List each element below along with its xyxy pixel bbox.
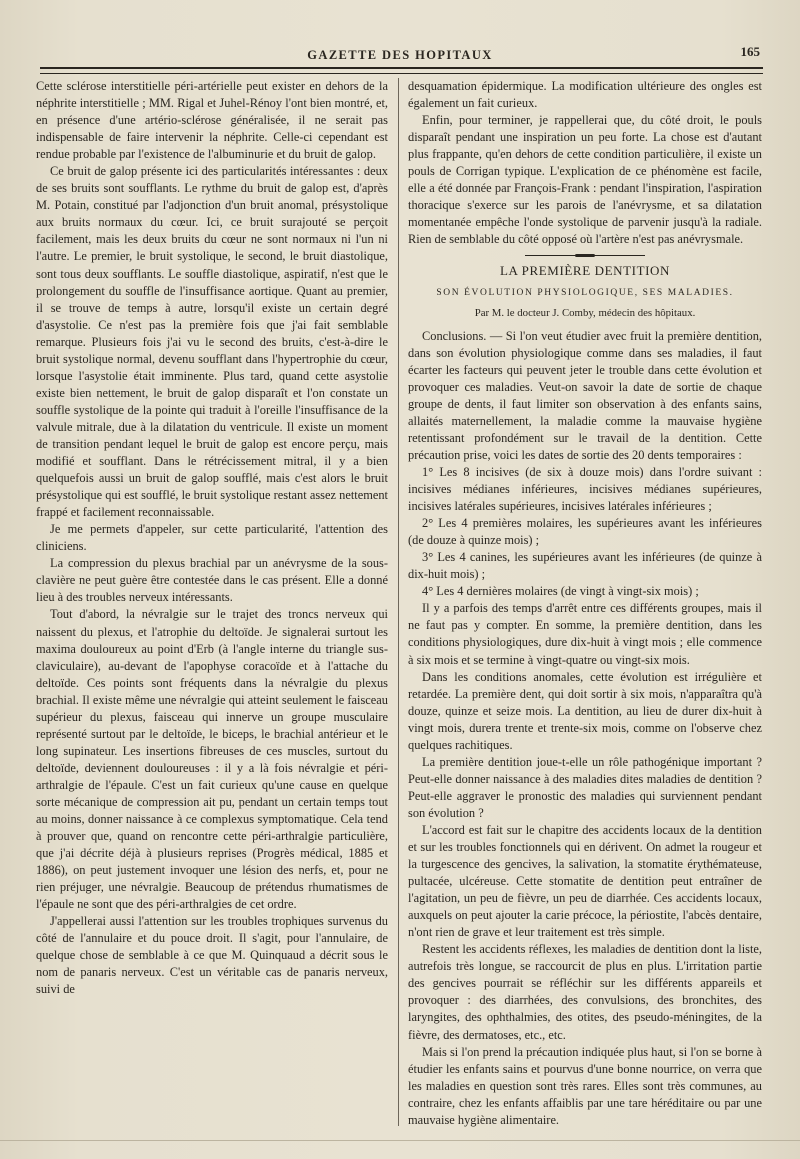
paragraph: Enfin, pour terminer, je rappellerai que, du côté droit, le pouls disparaît pendant une inspiration un peu forte. La chose est d'autant plus frappante, qu'en dehors de cette condition particulière, il existe un pouls de Corrigan typique. L'explication de ce phénomène est facile, elle a été donnée par François-Frank : pendant l'inspiration, l'aspiration thoracique s'exerce sur les parois de l'anévrysme, et sa dilatation momentanée empêche l'onde systolique de parvenir jusqu'à la radiale. Rien de semblable du côté opposé où l'artère n'est pas anévrysmale.	[408, 113, 762, 247]
column-divider	[398, 78, 399, 1126]
page-number: 165	[740, 44, 760, 59]
paragraph: L'accord est fait sur le chapitre des accidents locaux de la dentition et sur les troubles fonctionnels qui en dérivent. On admet la rougeur et la turgescence des gencives, la salivation, la stomatite érythémateuse, pultacée, ulcéreuse. Cette stomatite de dentition peut entraîner de l'agitation, un peu de fièvre, un peu de diarrhée. Ces accidents locaux, auxquels on peut ajouter la carie précoce, la périostite, l'abcès dentaire, n'ont rien de grave et leur traitement est très simple.	[408, 822, 762, 940]
paragraph: Mais si l'on prend la précaution indiquée plus haut, si l'on se borne à étudier les enfants sains et pourvus d'une bonne nourrice, on verra que les maladies en question sont très rares. Elles sont très communes, au contraire, chez les enfants affaiblis par une tare héréditaire ou par une mauvaise hygiène alimentaire.	[408, 1044, 762, 1127]
list-item: 4° Les 4 dernières molaires (de vingt à vingt-six mois) ;	[422, 584, 699, 599]
header-rule	[40, 67, 763, 74]
list-item: 2° Les 4 premières molaires, les supérieures avant les inférieures (de douze à quinze mois) ;	[408, 516, 762, 548]
article-title: LA PREMIÈRE DENTITION	[499, 263, 671, 279]
paragraph: Dans les conditions anomales, cette évolution est irrégulière et retardée. La première dent, qui doit sortir à six mois, n'apparaîtra qu'à douze, quinze et seize mois. La dentition, au lieu de durer dix-huit à vingt mois, durera trente et trente-six mois, comme on l'observe chez quelques rachitiques.	[408, 669, 762, 752]
section-separator	[525, 255, 645, 256]
article-subtitle: SON ÉVOLUTION PHYSIOLOGIQUE, SES MALADIES.	[436, 287, 734, 298]
paragraph: La compression du plexus brachial par un anévrysme de la sous-clavière ne peut guère être contestée dans le cas présent. Elle a donné lieu à des troubles nerveux intéressants.	[36, 556, 388, 605]
paragraph: La première dentition joue-t-elle un rôle pathogénique important ? Peut-elle donner naissance à des maladies dites maladies de dentition ? Peut-elle aggraver le pronostic des maladies qui surviennent pendant son évolution ?	[408, 754, 762, 820]
paragraph: Conclusions. — Si l'on veut étudier avec fruit la première dentition, dans son évolution physiologique comme dans ses maladies, il faut écarter les facteurs qui peuvent jeter le trouble dans cette évolution et provoquer ces maladies. Veut-on savoir la date de sortie de chaque groupe de dents, il faut limiter son observation à des enfants sains, allaités maternellement, la maladie comme la mauvaise hygiène retentissant profondément sur le travail de la dentition. Cette précaution prise, voici les dates de sortie des 20 dents temporaires :	[408, 328, 762, 462]
paragraph: Restent les accidents réflexes, les maladies de dentition dont la liste, autrefois très longue, se raccourcit de plus en plus. L'irritation partie des gencives pourrait se réfléchir sur les différents appareils et provoquer : des diarrhées, des convulsions, des bronchites, des laryngites, des ophthalmies, des otites, des pseudo-méningites, de la fièvre, des dermatoses, etc., etc.	[408, 942, 762, 1042]
paragraph: Tout d'abord, la névralgie sur le trajet des troncs nerveux qui naissent du plexus, et l'atrophie du deltoïde. Je signalerai surtout les maxima douloureux au point d'Erb (à l'angle interne du triangle sus-claviculaire), au-devant de l'apophyse coracoïde et à l'attache du deltoïde. Ces points sont fréquents dans la névralgie du plexus brachial. Il existe même une névralgie qui atteint seulement le faisceau supérieur du plexus, faisceau qui innerve un groupe musculaire représenté surtout par le deltoïde, le biceps, le brachial antérieur et le long supinateur. Les insertions fibreuses de ces muscles, surtout du deltoïde, deviennent douloureuses : il y a là fois névralgie et péri-arthralgie de l'épaule. C'est un fait curieux qu'une cause en quelque sorte mécanique de compression ait pu, pendant un certain temps tout au moins, donner naissance à ce complexus symptomatique. Cela tend à prouver que, quand on rencontre cette péri-arthralgie particulière, que j'ai décrite déjà à plusieurs reprises (Progrès médical, 1885 et 1886), on peut justement invoquer une lésion des nerfs, et, pour ne rien préjuger, une névralgie. Beaucoup de prétendus rhumatismes de l'épaule ne sont que des péri-arthralgies de cet ordre.	[36, 607, 388, 912]
paragraph: J'appellerai aussi l'attention sur les troubles trophiques survenus du côté de l'annulaire et du pouce droit. Il s'agit, pour l'annulaire, de quelque chose de semblable à ce que M. Quinquaud a décrit sous le nom de panaris nerveux. C'est un véritable cas de panaris nerveux, suivi de	[36, 914, 388, 997]
paragraph: desquamation épidermique. La modification ultérieure des ongles est également un fait curieux.	[408, 79, 762, 111]
right-column	[408, 78, 762, 1129]
paragraph: Ce bruit de galop présente ici des particularités intéressantes : deux de ses bruits sont soufflants. Le rythme du bruit de galop est, d'après M. Potain, constitué par l'adjonction d'un bruit anomal, présystolique aux bruits normaux du cœur. Ici, ce bruit surajouté se perçoit facilement, mais les deux bruits du cœur ne sont normaux ni l'un ni l'autre. Le premier, le bruit systolique, le second, le bruit diastolique, sont tous deux soufflants. Le souffle diastolique, aspiratif, n'est que le prolongement du souffle de l'insuffisance aortique. Quant au premier, il se trouve de temps à autre, lorsqu'il existe un certain degré d'asystolie. Ce n'est pas la première fois que j'ai fait semblable remarque. Plusieurs fois j'ai vu le second des bruits, c'est-à-dire le bruit systolique normal, devenu soufflant dans l'hypertrophie du cœur, lorsque l'asystolie était imminente. Plus tard, quand cette asystolie existe bien nettement, le bruit de galop disparaît et l'on constate un souffle systolique de la pointe qui traduit à l'oreille l'insuffisance de la valvule mitrale, due à la dilatation du ventricule. Il existe un moment de transition pendant lequel le bruit de galop est encore perçu, mais modifié et soufflant. Dans le rétrécissement mitral, il y a bien quelquefois aussi un bruit de galop soufflé, mais c'est alors le bruit présystolique qui est soufflé, le bruit systolique restant assez nettement frappé et facilement reconnaissable.	[36, 164, 388, 520]
list-item: 1° Les 8 incisives (de six à douze mois) dans l'ordre suivant : incisives médianes inférieures, incisives médianes supérieures, incisives latérales supérieures, incisives latérales inférieures ;	[408, 464, 762, 514]
left-column	[36, 78, 388, 999]
paragraph: Cette sclérose interstitielle péri-artérielle peut exister en dehors de la néphrite interstitielle ; MM. Rigal et Juhel-Rénoy l'ont bien montré, et, en présence d'une artério-sclérose généralisée, il ne serait pas indispensable de faire intervenir la néphrite. Celle-ci cependant est rendue probable par l'existence de l'albuminurie et du bruit de galop.	[36, 79, 388, 162]
list-item: 3° Les 4 canines, les supérieures avant les inférieures (de quinze à dix-huit mois) ;	[408, 550, 762, 582]
journal-title: GAZETTE DES HOPITAUX	[307, 48, 493, 62]
article-author: Par M. le docteur J. Comby, médecin des hôpitaux.	[474, 306, 696, 319]
paragraph: Il y a parfois des temps d'arrêt entre ces différents groupes, mais il ne faut pas y compter. En somme, la première dentition, dans les conditions physiologiques, dure dix-huit à vingt mois ; elle commence à six mois et se termine à vingt-quatre ou vingt-six mois.	[408, 601, 762, 667]
page-bottom-edge	[0, 1140, 800, 1141]
page-header	[40, 44, 760, 66]
paragraph: Je me permets d'appeler, sur cette particularité, l'attention des cliniciens.	[36, 522, 388, 554]
